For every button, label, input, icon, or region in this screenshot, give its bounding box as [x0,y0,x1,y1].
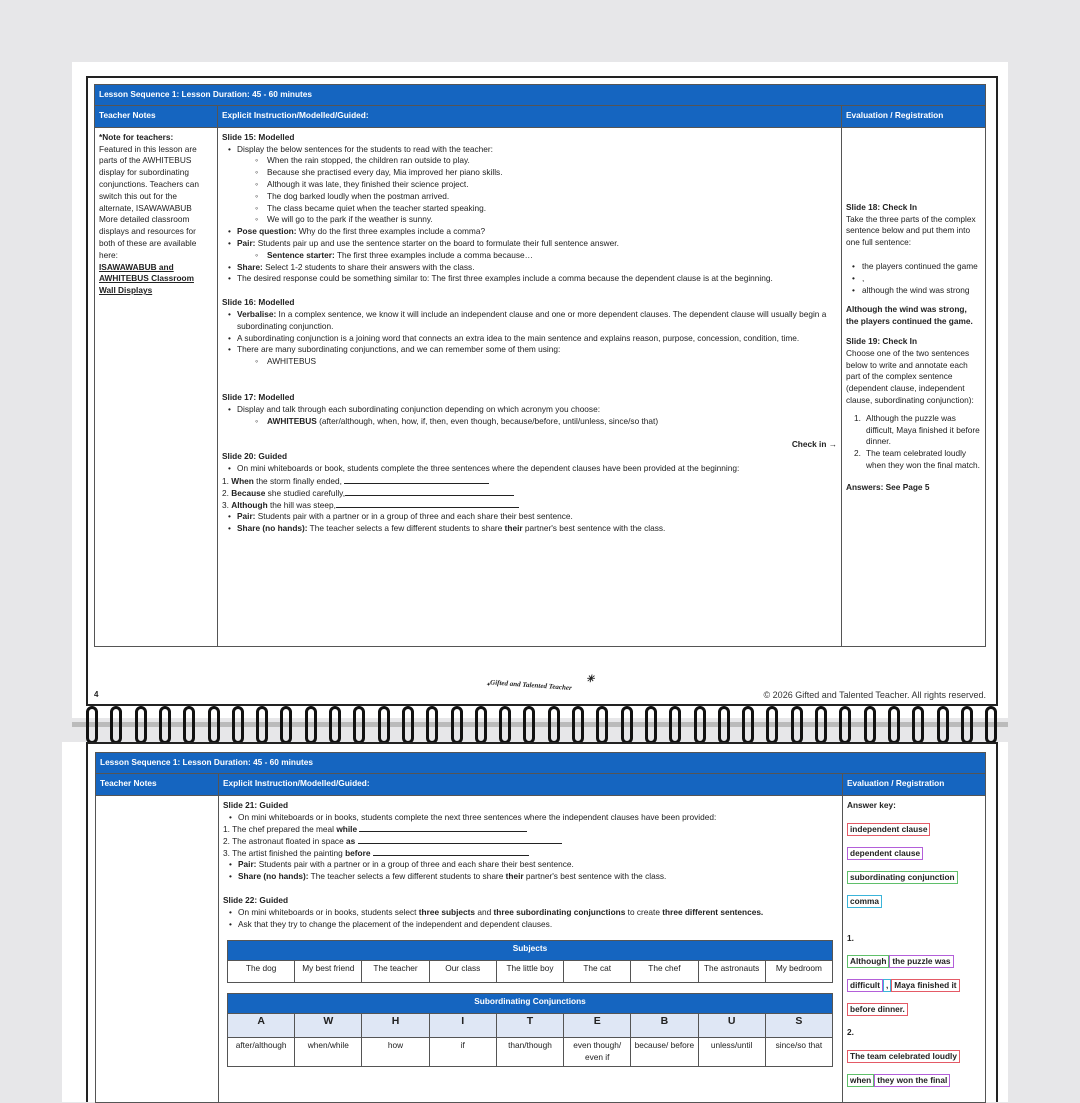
answer-part: they won the final [874,1074,950,1087]
sentence-line: 3. Although the hill was steep, [222,499,837,511]
slide-21-title: Slide 21: Guided [223,799,289,810]
check-in-marker: Check in → [791,439,837,450]
wall-displays-link[interactable]: ISAWAWABUB and AWHITEBUS Classroom Wall Displays [99,261,194,296]
subject-cell: Our class [429,961,496,983]
subject-cell: The cat [564,961,631,983]
list-item: • the players continued the game [850,261,981,273]
list-item: • although the wind was strong [850,285,981,297]
worksheet-page-5 [62,742,1008,1102]
logo-graphic [484,674,604,702]
slide-18-answer: Although the wind was strong, the players continued the game. [846,304,973,327]
answer-blank [373,847,529,856]
letter-cell: T [496,1014,563,1038]
sentence-line: 2. Because she studied carefully, [222,487,837,499]
answer-blank [345,487,514,496]
list-item: • Pair: Students pair with a partner or in a group of three and each share their best sentence. [228,511,837,523]
letter-cell: B [631,1014,698,1038]
column-header-teacher-notes: Teacher Notes [95,105,218,127]
answer-blank [336,499,519,508]
list-item: • Share: Select 1-2 students to share their answers with the class. [228,262,837,274]
binding-ring [694,706,706,744]
slide-18-text: Take the three parts of the complex sentence below and put them into one full sentence: [846,213,976,248]
conjunction-cell: unless/until [698,1038,765,1067]
slide-18-title: Slide 18: Check In [846,201,918,212]
subject-cell: The teacher [362,961,429,983]
binding-ring [621,706,633,744]
list-item: • Share (no hands): The teacher selects a few different students to share their partner's best sentence with the class. [228,523,837,535]
list-item: • A subordinating conjunction is a joining word that connects an extra idea to the main sentence and explains reason, purpose, concession, condition, time. [228,333,837,345]
list-item: • On mini whiteboards or in books, students complete the next three sentences where the independent clauses have been provided: [229,812,838,824]
letter-cell: S [765,1014,832,1038]
binding-ring [135,706,147,744]
list-item: ◦ AWHITEBUS (after/although, when, how, if, then, even though, because/before, until/unless, since/so that) [255,416,837,428]
subject-cell: The astronauts [698,961,765,983]
list-item: • Display the below sentences for the students to read with the teacher: ◦ When the rain stopped, the children ran outside to play. ◦ Because she practised every day, Mia improved her piano skills. ◦ Although it was late, they finished their science project. ◦ The dog barked loudly when the postman arrived. ◦ The class became quiet when the teacher started speaking. ◦ We will go to the park if the weather is sunny. [228,144,837,227]
list-item: ◦ The dog barked loudly when the postman arrived. [255,191,837,203]
letter-cell: E [564,1014,631,1038]
slide-15-title: Slide 15: Modelled [222,131,295,142]
brand-logo [484,674,604,702]
instruction-cell [219,795,843,1102]
spiral-binding [72,706,1008,746]
list-item: ◦ Because she practised every day, Mia improved her piano skills. [255,167,837,179]
letter-cell: I [429,1014,496,1038]
list-item: ◦ AWHITEBUS [255,356,837,368]
binding-ring [912,706,924,744]
binding-ring [766,706,778,744]
binding-ring [329,706,341,744]
binding-ring [985,706,997,744]
answer-part: difficult [847,979,883,992]
list-item: • Pair: Students pair with a partner or in a group of three and each share their best sentence. [229,859,838,871]
binding-ring [475,706,487,744]
binding-ring [256,706,268,744]
list-item: • Display and talk through each subordinating conjunction depending on which acronym you choose: ◦ AWHITEBUS (after/although, when, how, if, then, even though, because/before, until/unless, since/so that) [228,404,837,428]
answer-number: 2. [847,1027,854,1038]
slide-22-title: Slide 22: Guided [223,894,289,905]
list-item: ◦ Although it was late, they finished their science project. [255,179,837,191]
conjunction-cell: even though/ even if [564,1038,631,1067]
list-item: ◦ We will go to the park if the weather is sunny. [255,214,837,226]
answer-blank [344,475,489,484]
binding-ring [572,706,584,744]
list-item: ◦ Sentence starter: The first three examples include a comma because… [255,250,837,262]
answer-blank [358,835,562,844]
conjunction-cell: than/though [496,1038,563,1067]
logo-text: Gifted and Talented Teacher [489,678,573,693]
answer-part: The team celebrated loudly [847,1050,960,1063]
answer-part: Maya finished it [891,979,959,992]
conjunction-cell: when/while [295,1038,362,1067]
evaluation-cell [842,127,986,646]
subject-cell: My best friend [295,961,362,983]
binding-ring [402,706,414,744]
sentence-line: 3. The artist finished the painting before [223,847,838,859]
column-header-instruction: Explicit Instruction/Modelled/Guided: [218,105,842,127]
list-item: ◦ The class became quiet when the teacher started speaking. [255,203,837,215]
binding-ring [159,706,171,744]
subject-cell: The little boy [496,961,563,983]
conjunction-cell: because/ before [631,1038,698,1067]
answer-part: the puzzle was [889,955,953,968]
binding-ring [232,706,244,744]
letter-cell: H [362,1014,429,1038]
list-item: • Ask that they try to change the placement of the independent and dependent clauses. [229,919,838,931]
answer-part: Although [847,955,889,968]
sentence-line: 1. The chef prepared the meal while [223,823,838,835]
answers-reference: Answers: See Page 5 [846,481,930,492]
binding-ring [961,706,973,744]
binding-ring [305,706,317,744]
binding-ring [110,706,122,744]
letter-cell: A [228,1014,295,1038]
answer-number: 1. [847,932,854,943]
key-dependent-clause: dependent clause [847,847,923,860]
worksheet-page-4 [72,62,1008,718]
key-independent-clause: independent clause [847,823,930,836]
slide-19-title: Slide 19: Check In [846,335,918,346]
binding-ring [937,706,949,744]
binding-ring [839,706,851,744]
list-item: • The desired response could be something similar to: The first three examples include a comma because the dependent clause is at the beginning. [228,273,837,285]
note-heading: *Note for teachers: [99,131,174,142]
subject-cell: My bedroom [765,961,832,983]
conjunction-cell: since/so that [765,1038,832,1067]
teacher-notes-cell [96,795,219,1102]
conjunctions-table [227,993,833,1067]
star-icon: ✳ [586,674,595,685]
subject-cell: The chef [631,961,698,983]
column-header-teacher-notes: Teacher Notes [96,773,219,795]
binding-ring [523,706,535,744]
subjects-title: Subjects [228,941,833,961]
column-header-evaluation: Evaluation / Registration [842,105,986,127]
binding-ring [499,706,511,744]
subjects-table [227,940,833,983]
answer-part: when [847,1074,874,1087]
binding-ring [353,706,365,744]
instruction-cell [218,127,842,646]
key-comma: comma [847,895,882,908]
binding-ring [280,706,292,744]
list-item: ◦ When the rain stopped, the children ran outside to play. [255,155,837,167]
evaluation-cell [843,795,986,1102]
slide-16-title: Slide 16: Modelled [222,297,295,308]
slide-17-title: Slide 17: Modelled [222,391,295,402]
binding-ring [451,706,463,744]
answer-part: , [883,979,891,992]
list-item: • Share (no hands): The teacher selects a few different students to share their partner's best sentence with the class. [229,871,838,883]
binding-ring [718,706,730,744]
binding-ring [596,706,608,744]
binding-ring [645,706,657,744]
list-item: • Verbalise: In a complex sentence, we know it will include an independent clause and one or more dependent clauses. The dependent clause will usually begin a subordinating conjunction. [228,309,837,333]
conjunction-cell: if [429,1038,496,1067]
list-item: • Pose question: Why do the first three examples include a comma? [228,226,837,238]
copyright: © 2026 Gifted and Talented Teacher. All rights reserved. [763,690,986,700]
binding-ring [742,706,754,744]
binding-ring [548,706,560,744]
binding-ring [86,706,98,744]
page-number: 4 [94,690,99,699]
teacher-notes-cell [95,127,218,646]
conjunction-cell: after/although [228,1038,295,1067]
key-subordinating-conjunction: subordinating conjunction [847,871,958,884]
binding-ring [888,706,900,744]
conjunctions-title: Subordinating Conjunctions [228,994,833,1014]
binding-ring [426,706,438,744]
answer-blank [359,823,527,832]
answer-part: before dinner. [847,1003,908,1016]
note-body: Featured in this lesson are parts of the AWHITEBUS display for subordinating conjunctions. Teachers can switch this out for the alternate, ISAWAWABUB More detailed classroom displays and resources for both of these are available here: [99,143,199,260]
lesson-header-title: Lesson Sequence 1: Lesson Duration: 45 - 60 minutes [95,85,986,106]
list-item: • On mini whiteboards or in books, students select three subjects and three subordinating conjunctions to create three different sentences. [229,907,838,919]
binding-ring [208,706,220,744]
binding-ring [791,706,803,744]
conjunction-cell: how [362,1038,429,1067]
sentence-line: 2. The astronaut floated in space as [223,835,838,847]
list-item: • There are many subordinating conjunctions, and we can remember some of them using: ◦ AWHITEBUS [228,344,837,368]
lesson-header-title: Lesson Sequence 1: Lesson Duration: 45 - 60 minutes [96,753,986,774]
list-item: • On mini whiteboards or book, students complete the three sentences where the dependent clauses have been provided at the beginning: [228,463,837,475]
column-header-evaluation: Evaluation / Registration [843,773,986,795]
slide-20-title: Slide 20: Guided [222,451,288,462]
letter-cell: W [295,1014,362,1038]
sentence-line: 1. When the storm finally ended, [222,475,837,487]
binding-ring [183,706,195,744]
list-item: 2. The team celebrated loudly when they won the final match. [854,448,980,470]
list-item: 1. Although the puzzle was difficult, Maya finished it before dinner. [854,412,980,447]
subject-cell: The dog [228,961,295,983]
star-icon: ✦ [486,682,491,688]
list-item: • , [850,273,981,285]
binding-ring [815,706,827,744]
list-item: • Pair: Students pair up and use the sentence starter on the board to formulate their full sentence answer. ◦ Sentence starter: The first three examples include a comma because… [228,238,837,262]
column-header-instruction: Explicit Instruction/Modelled/Guided: [219,773,843,795]
binding-ring [669,706,681,744]
lesson-table [95,752,986,1103]
answer-key-title: Answer key: [847,799,896,810]
slide-19-text: Choose one of the two sentences below to write and annotate each part of the complex sentence (dependent clause, independent clause, subordinating conjunction): [846,347,974,405]
letter-cell: U [698,1014,765,1038]
lesson-table [94,84,986,647]
binding-ring [378,706,390,744]
binding-ring [864,706,876,744]
